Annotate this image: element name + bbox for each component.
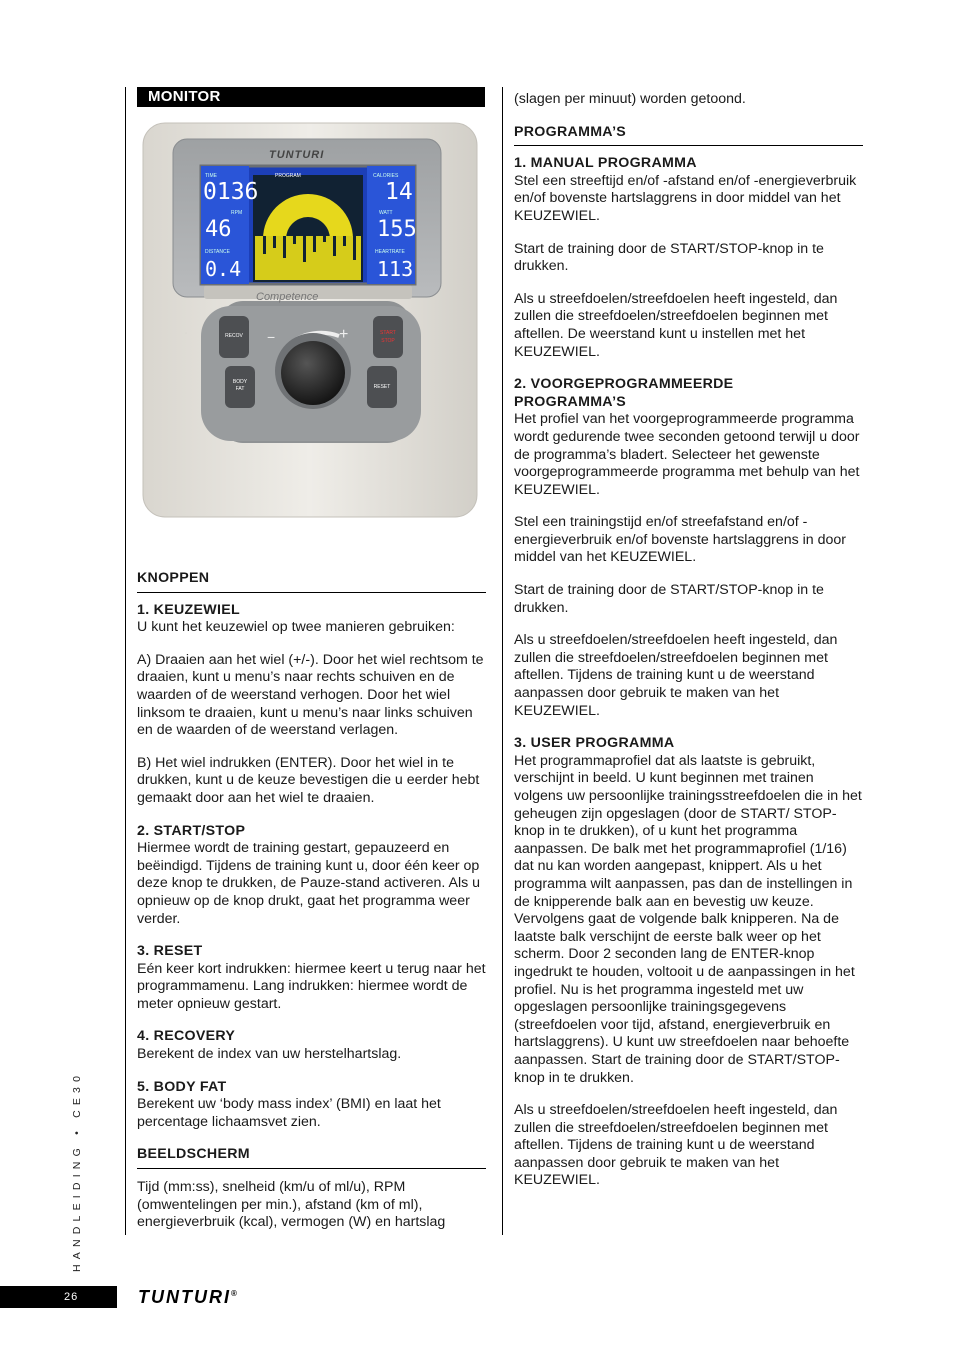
distance-value: 0.4 <box>205 257 242 281</box>
heading-keuzewiel: 1. KEUZEWIEL <box>137 601 240 618</box>
right-column <box>514 91 863 1205</box>
heading-startstop: 2. START/STOP <box>137 822 246 839</box>
section-knoppen: KNOPPEN <box>137 570 486 593</box>
side-running-title: HANDLEIDING • CE30 <box>71 1070 83 1272</box>
heading-reset: 3. RESET <box>137 943 203 960</box>
logo-text: TUNTURI <box>138 1287 231 1307</box>
watt-label: WATT <box>379 210 393 216</box>
reset-button[interactable]: RESET <box>373 384 391 390</box>
program-label: PROGRAM <box>275 173 301 179</box>
keuzewiel-paragraph-3: B) Het wiel indrukken (ENTER). Door het wiel in te drukken, kunt u de keuze bevestigen die u eerder hebt gemaakt door aan het wiel te draaien. <box>137 754 480 806</box>
calories-value: 14 <box>385 179 413 205</box>
plus-sign: + <box>339 326 349 343</box>
heading-bodyfat: 5. BODY FAT <box>137 1078 227 1095</box>
keuzewiel-paragraph-2: A) Draaien aan het wiel (+/-). Door het wiel rechtsom te draaien, kunt u menu’s naar rechts schuiven en de waarden of de weerstand verhogen. Door het wiel linksom te draaien, kunt u menu’s naar links schuiven en de waarden of de weerstand verlagen. <box>137 651 484 739</box>
monitor-header: MONITOR <box>137 87 485 107</box>
device-text-layer <box>141 121 479 521</box>
user-paragraph-1: Het programmaprofiel dat als laatste is gebruikt, verschijnt in beeld. U kunt beginnen met trainen volgens uw persoonlijke trainingsstreefdoelen die in het geheugen zijn opgeslagen (door de START/ STOP-knop in te drukken), of u kunt het programma aanpassen. De balk met het programmaprofiel (1/16) dat nu kan worden aangepast, knippert. Als u het programma wilt aanpassen, pas dan de instellingen in de knipperende balk aan en bevestig uw keuze. Vervolgens gaat de volgende balk knipperen. Na de laatste balk verschijnt de eerste balk weer op het scherm. Door 2 seconden lang de ENTER-knop ingedrukt te houden, voltooit u de aanpassingen in het profiel. Nu is het programma ingesteld met uw opgeslagen persoonlijke trainingsgegevens (streefdoelen voor tijd, afstand, energieverbruik en hartslaggrens). U kunt uw streefdoelen naar behoefte aanpassen. Start de training door de START/STOP-knop in te drukken. <box>514 752 862 1086</box>
watt-value: 155 <box>377 217 417 242</box>
heading-manual: 1. MANUAL PROGRAMMA <box>514 155 697 172</box>
registered-mark: ® <box>231 1289 239 1298</box>
heartrate-label: HEARTRATE <box>375 249 405 255</box>
reset-paragraph: Eén keer kort indrukken: hiermee keert u terug naar het programmamenu. Lang indrukken: hiermee wordt de meter opnieuw gestart. <box>137 960 486 1012</box>
beeldscherm-paragraph: Tijd (mm:ss), snelheid (km/u of ml/u), RPM (omwentelingen per min.), afstand (km of ml), energieverbruik (kcal), vermogen (W) en hartslag <box>137 1179 446 1231</box>
heading-user: 3. USER PROGRAMMA <box>514 735 675 752</box>
calories-label: CALORIES <box>373 173 399 179</box>
user-paragraph-2: Als u streefdoelen/streefdoelen heeft ingesteld, dan zullen die streefdoelen/streefdoelen beginnen met aftellen. Tijdens de training kunt u de weerstand aanpassen door gebruik te maken van het KEUZEWIEL. <box>514 1102 838 1189</box>
heading-voorgeprogrammeerde-2: PROGRAMMA’S <box>514 393 627 410</box>
continued-paragraph: (slagen per minuut) worden getoond. <box>514 91 746 107</box>
recov-button[interactable]: RECOV <box>225 333 243 339</box>
middle-column-rule <box>502 87 503 1235</box>
startstop-paragraph: Hiermee wordt de training gestart, gepauzeerd en beëindigd. Tijdens de training kunt u, door één keer op deze knop te drukken, de Pauze-stand activeren. Als u opnieuw op de knop drukt, gaat het programma weer verder. <box>137 840 481 927</box>
bodyfat-paragraph: Berekent uw ‘body mass index’ (BMI) en laat het percentage lichaamsvet zien. <box>137 1096 441 1130</box>
time-label: TIME <box>205 173 217 179</box>
startstop-button[interactable]: START STOP <box>380 330 396 344</box>
manual-paragraph-3: Als u streefdoelen/streefdoelen heeft ingesteld, dan zullen die streefdoelen/streefdoelen beginnen met aftellen. De weerstand kunt u instellen met het KEUZEWIEL. <box>514 290 838 360</box>
voorgepr-paragraph-2: Stel een trainingstijd en/of streefafstand en/of -energieverbruik en/of bovenste hartslaggrens in door middel van het KEUZEWIEL. <box>514 514 847 566</box>
rpm-value: 46 <box>205 217 232 242</box>
voorgepr-paragraph-3: Start de training door de START/STOP-knop in te drukken. <box>514 582 824 616</box>
heartrate-value: 113 <box>377 257 414 281</box>
time-value: 0136 <box>203 179 259 205</box>
left-column <box>137 570 486 1247</box>
rpm-label: RPM <box>231 210 243 216</box>
section-beeldscherm: BEELDSCHERM <box>137 1146 486 1169</box>
page-number: 26 <box>0 1286 117 1308</box>
voorgepr-paragraph-4: Als u streefdoelen/streefdoelen heeft ingesteld, dan zullen die streefdoelen/streefdoelen beginnen met aftellen. Tijdens de training kunt u de weerstand aanpassen door gebruik te maken van het KEUZEWIEL. <box>514 632 838 719</box>
voorgepr-paragraph-1: Het profiel van het voorgeprogrammeerde programma wordt gedurende twee seconden getoond terwijl u door de programma’s bladert. Selecteer het gewenste voorgeprogrammeerde programma met behulp van het KEUZEWIEL. <box>514 411 860 498</box>
manual-paragraph-2: Start de training door de START/STOP-knop in te drukken. <box>514 240 824 275</box>
section-programmas: PROGRAMMA’S <box>514 124 863 147</box>
bodyfat-button[interactable]: BODY FAT <box>232 379 248 392</box>
keuzewiel-paragraph-1: U kunt het keuzewiel op twee manieren gebruiken: <box>137 619 455 636</box>
tunturi-logo <box>138 1287 239 1308</box>
heading-recovery: 4. RECOVERY <box>137 1028 236 1045</box>
minus-sign: − <box>267 329 276 345</box>
device-model: Competence <box>256 291 319 303</box>
distance-label: DISTANCE <box>205 249 230 255</box>
device-brand: TUNTURI <box>269 149 325 161</box>
heading-voorgeprogrammeerde: 2. VOORGEPROGRAMMEERDE <box>514 376 734 393</box>
manual-paragraph-1: Stel een streeftijd en/of -afstand en/of -energieverbruik en/of bovenste hartslaggrens in door middel van het KEUZEWIEL. <box>514 172 857 224</box>
left-column-rule <box>125 87 126 1235</box>
recovery-paragraph: Berekent de index van uw herstelhartslag. <box>137 1046 402 1063</box>
